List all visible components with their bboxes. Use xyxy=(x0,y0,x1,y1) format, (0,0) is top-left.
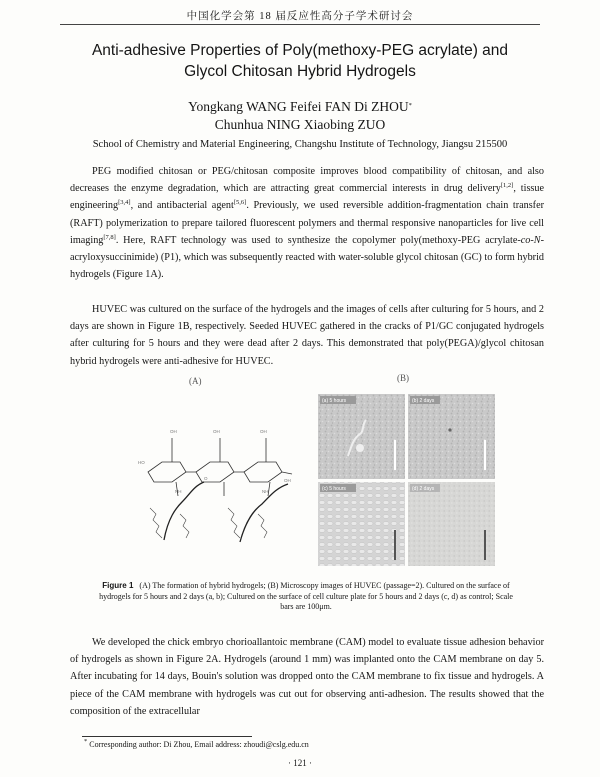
side-chain-3 xyxy=(228,508,240,538)
author-list xyxy=(40,98,560,134)
chem-label-oh-1: OH xyxy=(170,429,177,434)
micro-panel-b xyxy=(408,394,495,479)
authors-line-1: Yongkang WANG Feifei FAN Di ZHOU* xyxy=(188,99,412,114)
glycosidic-links xyxy=(186,472,292,474)
chem-label-oh-3: OH xyxy=(260,429,267,434)
chem-label-nh-2: NH xyxy=(262,489,269,494)
chem-label-oh-4: OH xyxy=(284,478,291,483)
authors-line-2: Chunhua NING Xiaobing ZUO xyxy=(214,117,386,132)
paper-title xyxy=(40,40,560,82)
svg-text:(b) 2 days: (b) 2 days xyxy=(412,398,435,404)
hydrogel-structure-diagram xyxy=(120,390,312,560)
caption-label: Figure 1 xyxy=(102,581,134,590)
figure-label-a: (A) xyxy=(189,376,202,386)
crosslink-1 xyxy=(164,482,204,540)
svg-text:(c) 5 hours: (c) 5 hours xyxy=(322,486,346,492)
affiliation: School of Chemistry and Material Engineering, Changshu Institute of Technology, Jiangsu 215500 xyxy=(92,139,508,150)
peg-crosslinks xyxy=(164,482,288,542)
peg-side-chains xyxy=(150,508,267,538)
chem-label-nh-1: NH xyxy=(175,489,182,494)
chem-label-oh-2: OH xyxy=(213,429,220,434)
micro-panel-c xyxy=(318,482,405,566)
side-chain-1 xyxy=(150,508,162,538)
side-chain-2 xyxy=(180,514,189,538)
hydroxymethyl-arms xyxy=(172,438,266,462)
micro-panel-d xyxy=(408,482,495,566)
svg-text:(d) 2 days: (d) 2 days xyxy=(412,486,435,492)
figure-label-b: (B) xyxy=(397,373,409,383)
paragraph-intro: PEG modified chitosan or PEG/chitosan composite improves blood compatibility of chitosan, and also decreases the enzyme degradation, which are attracting great commercial interests in drug delivery[1,2], tissue engineering[3,4], and antibacterial agent[5,6]. Previously, we used reversible addition-fragmentation chain transfer (RAFT) polymerization to prepare tailored fluorescent polymers and thermal responsive nanoparticles for live cell imaging[7,8]. Here, RAFT technology was used to synthesize the copolymer poly(methoxy-PEG acrylate-co-N-acryloxysuccinimide) (P1), which was subsequently reacted with water-soluble glycol chitosan (GC) to form hybrid hydrogels (Figure 1A). xyxy=(70,166,544,281)
sugar-ring-2 xyxy=(196,462,234,482)
side-chain-4 xyxy=(258,514,267,538)
footnote: * Corresponding author: Di Zhou, Email address: zhoudi@cslg.edu.cn xyxy=(84,738,309,749)
glucosamine-backbone xyxy=(148,438,292,496)
paragraph-huvec: HUVEC was cultured on the surface of the hydrogels and the images of cells after culturing for 5 hours, and 2 days are shown in Figure 1B, respectively. Seeded HUVEC gathered in the cracks of P1/GC conjugated hydrogels after culturing for 5 hours and they were dead after 2 days. This demonstrated that poly(PEGA)/glycol chitosan hybrid hydrogels were anti-adhesive for HUVEC. xyxy=(70,304,544,367)
micro-panel-a xyxy=(318,394,405,479)
chem-label-ho: HO xyxy=(138,460,145,465)
page-number: · 121 · xyxy=(288,758,312,768)
corresponding-mark: * xyxy=(408,102,412,109)
microscopy-panels xyxy=(318,394,495,566)
chem-label-o: O xyxy=(204,476,208,481)
footnote-rule xyxy=(82,736,252,737)
title-line-2: Glycol Chitosan Hybrid Hydrogels xyxy=(184,63,416,80)
paragraph-cam: We developed the chick embryo chorioallantoic membrane (CAM) model to evaluate tissue adhesion behavior of hydrogels as shown in Figure 2A. Hydrogels (around 1 mm) was implanted onto the CAM membrane on day 5. After incubating for 14 days, Bouin's solution was dropped onto the CAM membrane to fix tissue and hydrogels. A piece of the CAM membrane with hydrogels was cut out for observing anti-adhesion. The results showed that the composition of the extracellular xyxy=(70,637,544,717)
figure-caption: Figure 1 (A) The formation of hybrid hydrogels; (B) Microscopy images of HUVEC (passage=2). Cultured on the surface of hydrogels for 5 hours and 2 days (a, b); Cultured on the surface of cell culture plate for 5 hours and 2 days (c, d) as control; Scale bars are 100μm. xyxy=(99,581,513,611)
svg-text:(a) 5 hours: (a) 5 hours xyxy=(322,398,347,404)
title-line-1: Anti-adhesive Properties of Poly(methoxy-PEG acrylate) and xyxy=(91,42,509,59)
header-rule xyxy=(60,24,540,25)
sugar-ring-1 xyxy=(148,462,186,482)
sugar-ring-3 xyxy=(244,462,282,482)
running-header: 中国化学会第 18 届反应性高分子学术研讨会 xyxy=(186,11,414,22)
